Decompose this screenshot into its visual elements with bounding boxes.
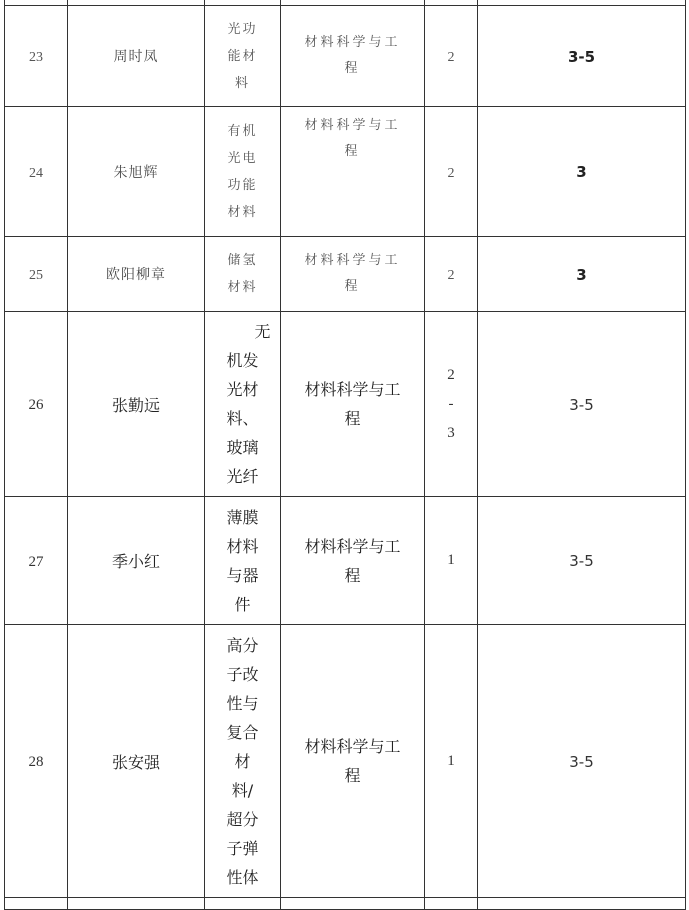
table-row-partial: [5, 898, 686, 910]
supervisor-name-cell: 欧阳柳章: [68, 237, 205, 312]
supervisor-name-cell: 周时凤: [68, 6, 205, 107]
score-cell: 3-5: [478, 497, 686, 625]
row-number-cell: 25: [5, 237, 68, 312]
score-cell: 3-5: [478, 6, 686, 107]
quota-cell: 2: [425, 107, 478, 237]
row-number-cell: 26: [5, 312, 68, 497]
score-cell: 3: [478, 237, 686, 312]
table-row: [5, 312, 686, 497]
quota-cell: 1: [425, 625, 478, 898]
score-cell: 3: [478, 107, 686, 237]
quota-cell: 2: [425, 237, 478, 312]
research-direction-cell: 有机 光电 功能 材料: [205, 107, 281, 237]
supervisor-name-cell: 张安强: [68, 625, 205, 898]
quota-cell: 2 - 3: [425, 312, 478, 497]
row-number-cell: 24: [5, 107, 68, 237]
major-cell: 材料科学与工 程: [281, 107, 425, 237]
supervisor-name-cell: 张勤远: [68, 312, 205, 497]
research-direction-cell: 无 机发 光材 料、 玻璃 光纤: [205, 312, 281, 497]
major-cell: 材料科学与工 程: [281, 497, 425, 625]
table-row: [5, 497, 686, 625]
row-number-cell: 28: [5, 625, 68, 898]
table-row: [5, 107, 686, 237]
supervisor-table: [4, 0, 686, 910]
major-cell: 材料科学与工 程: [281, 625, 425, 898]
supervisor-name-cell: 朱旭辉: [68, 107, 205, 237]
row-number-cell: 27: [5, 497, 68, 625]
research-direction-cell: 储氢 材料: [205, 237, 281, 312]
table-row: [5, 6, 686, 107]
quota-cell: 2: [425, 6, 478, 107]
major-cell: 材料科学与工 程: [281, 312, 425, 497]
major-cell: 材料科学与工 程: [281, 6, 425, 107]
research-direction-cell: 薄膜 材料 与器 件: [205, 497, 281, 625]
quota-cell: 1: [425, 497, 478, 625]
row-number-cell: 23: [5, 6, 68, 107]
research-direction-cell: 光功 能材 料: [205, 6, 281, 107]
research-direction-cell: 高分 子改 性与 复合 材 料/ 超分 子弹 性体: [205, 625, 281, 898]
table-row: [5, 237, 686, 312]
major-cell: 材料科学与工 程: [281, 237, 425, 312]
supervisor-name-cell: 季小红: [68, 497, 205, 625]
table-row: [5, 625, 686, 898]
score-cell: 3-5: [478, 625, 686, 898]
score-cell: 3-5: [478, 312, 686, 497]
